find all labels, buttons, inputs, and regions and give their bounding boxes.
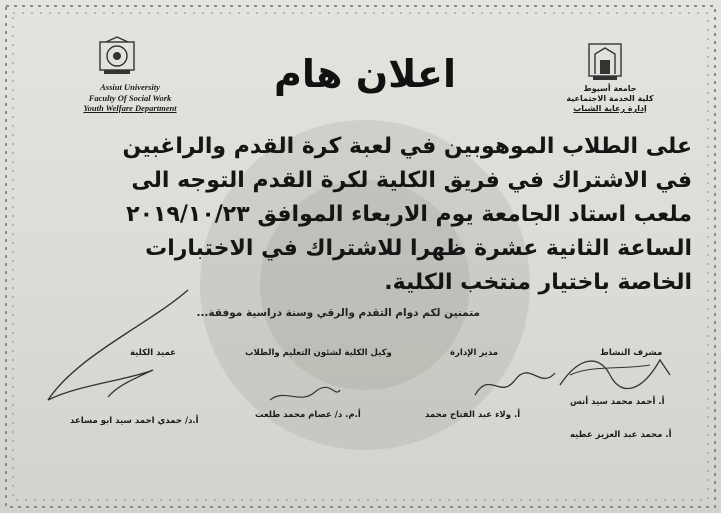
body-line: في الاشتراك في فريق الكلية لكرة القدم التوجه الى xyxy=(131,168,692,193)
university-name-ar: جامعة أسيوط xyxy=(583,84,637,93)
activity-supervisor-name: أ. أحمد محمد سيد أنس xyxy=(570,397,665,407)
faculty-name-en: Faculty Of Social Work xyxy=(88,92,172,103)
dean-signature xyxy=(38,285,198,405)
announcement-body xyxy=(42,130,692,300)
faculty-name-ar: كلية الخدمة الاجتماعية xyxy=(566,94,654,103)
body-line: على الطلاب الموهوبين في لعبة كرة القدم والراغبين xyxy=(122,134,692,159)
department-director-name: أ. ولاء عبد الفتاح محمد xyxy=(425,410,521,420)
activity-supervisor-title: مشرف النشاط xyxy=(600,348,663,358)
vice-dean-title: وكيل الكلية لشئون التعليم والطلاب xyxy=(245,348,392,358)
body-line: الساعة الثانية عشرة ظهرا للاشتراك في الاختبارات xyxy=(145,236,692,261)
body-line: ملعب استاد الجامعة يوم الاربعاء الموافق ٢٠١٩/١٠/٢٣ xyxy=(126,202,692,227)
body-line: الخاصة باختيار منتخب الكلية. xyxy=(384,270,692,295)
announcement-title: اعلان هام xyxy=(274,52,456,96)
university-logo xyxy=(98,36,136,76)
department-name-ar: إدارة رعاية الشباب xyxy=(573,104,647,113)
department-name-en: Youth Welfare Department xyxy=(83,103,177,113)
english-institution-header xyxy=(60,82,200,114)
faculty-logo xyxy=(585,38,625,82)
department-director-title: مدير الإدارة xyxy=(450,348,499,358)
activity-supervisor-name-2: أ. محمد عبد العزيز عطيه xyxy=(570,430,672,440)
university-name-en: Assiut University xyxy=(100,82,160,92)
vice-dean-name: أ.م. د/ عصام محمد طلعت xyxy=(255,410,361,420)
closing-wish: متمنين لكم دوام التقدم والرقي وسنة دراسية موفقة... xyxy=(196,307,480,319)
dean-title: عميد الكلية xyxy=(130,348,176,358)
dean-name: أ.د/ حمدي احمد سيد ابو مساعد xyxy=(70,416,199,426)
arabic-institution-header xyxy=(550,84,670,114)
